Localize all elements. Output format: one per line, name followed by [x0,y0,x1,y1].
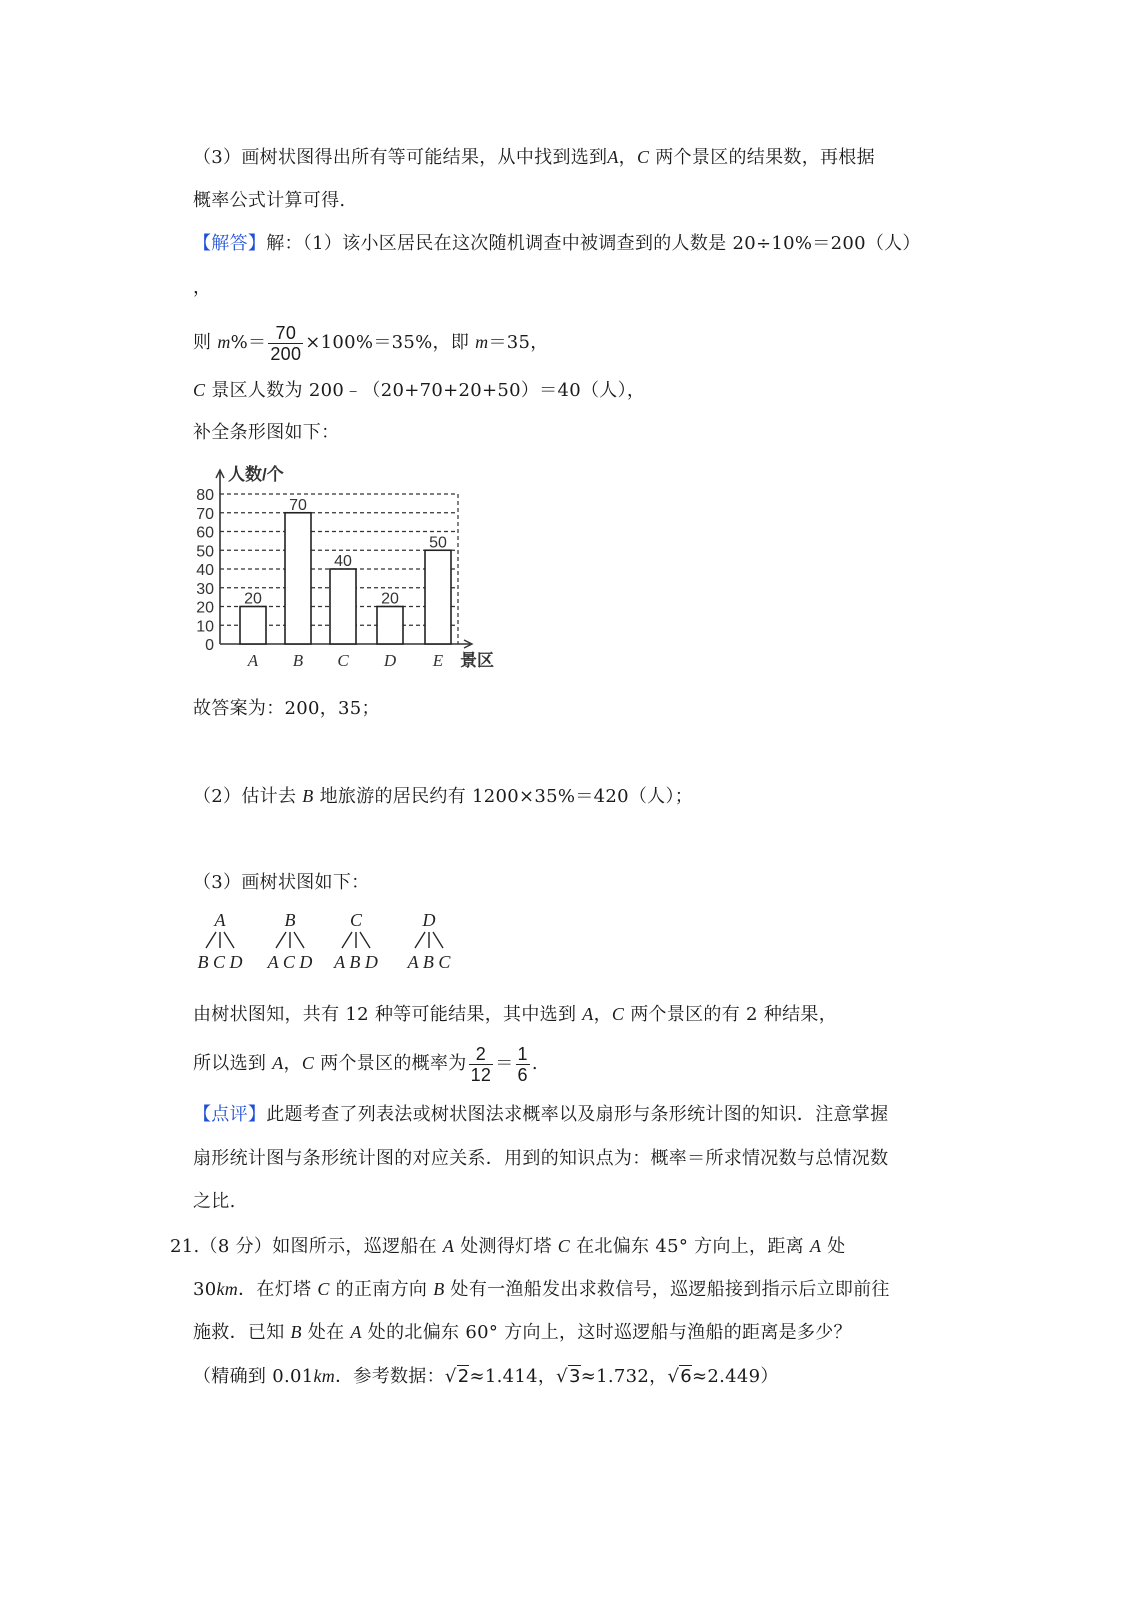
bar-value-label: 40 [334,553,352,570]
y-tick-label: 40 [196,562,214,579]
solution-tag: 【解答】 [193,233,267,254]
probability-result: 所以选到 A，C 两个景区的概率为 $\frac{2}{12}$ ＝ $\frac{1}{6}$ . [193,1043,538,1085]
bar-value-label: 50 [429,534,447,552]
y-axis-label: 人数/个 [228,465,284,484]
comment-line3: 之比. [193,1191,236,1212]
tree-leaf-nodes: A B C [407,952,451,972]
question21-line1: 21.（8 分）如图所示，巡逻船在 A 处测得灯塔 C 在北偏东 45° 方向上，距离 A 处 [170,1236,846,1257]
tree-root-node: D [422,910,436,930]
comment-line2: 扇形统计图与条形统计图的对应关系．用到的知识点为：概率＝所求情况数与总情况数 [193,1148,889,1169]
bar-C [330,569,356,644]
sqrt-3: √3 [556,1366,581,1387]
y-tick-label: 20 [196,599,214,617]
question21-line4: （精确到 0.01km．参考数据：√2≈1.414，√3≈1.732，√6≈2.449） [193,1366,779,1387]
comment-tag: 【点评】 [193,1104,267,1125]
fraction-2-12: $\frac{2}{12}$ [470,1043,492,1085]
solution-m-calc: 则 m%＝ $\frac{70}{200}$ ×100%＝35%，即 m＝35， [193,322,549,364]
bar-E [425,550,451,644]
x-axis-label: 景区 [460,651,494,670]
x-tick-label: E [432,651,444,670]
tree-leaf-nodes: B C D [197,952,243,972]
y-tick-label: 10 [196,618,214,636]
tree-leaf-nodes: A C D [267,952,313,972]
solution-part2: （2）估计去 B 地旅游的居民约有 1200×35%＝420（人）； [193,786,694,807]
solution-comma: ， [193,277,212,298]
solution-part3-intro: （3）画树状图如下： [193,872,370,893]
tree-diagram [188,910,488,980]
comment-line1: 【点评】此题考查了列表法或树状图法求概率以及扇形与条形统计图的知识．注意掌握 [193,1104,889,1125]
tree-root-node: B [284,910,296,930]
sqrt-6: √6 [667,1366,692,1387]
question21-line2: 30km．在灯塔 C 的正南方向 B 处有一渔船发出求救信号，巡逻船接到指示后立即前往 [193,1279,890,1300]
y-tick-label: 30 [196,580,214,598]
bar-D [377,607,403,645]
y-tick-label: 0 [205,637,214,654]
analysis-part3-line2: 概率公式计算可得. [193,190,346,211]
x-tick-label: A [247,651,259,670]
tree-summary: 由树状图知，共有 12 种等可能结果，其中选到 A，C 两个景区的有 2 种结果， [193,1004,838,1025]
x-tick-label: C [337,651,349,670]
bar-A [240,607,266,645]
question21-line3: 施救．已知 B 处在 A 处的北偏东 60° 方向上，这时巡逻船与渔船的距离是多少？ [193,1322,852,1343]
bar-value-label: 20 [244,590,262,608]
fraction-1-6: $\frac{1}{6}$ [517,1043,528,1085]
solution-complete-chart: 补全条形图如下： [193,422,340,443]
y-tick-label: 60 [196,524,214,542]
solution-intro: 【解答】解：（1）该小区居民在这次随机调查中被调查到的人数是 20÷10%＝200（人） [193,233,921,254]
x-tick-label: B [292,651,304,670]
bar-chart [188,462,508,672]
sqrt-2: √2 [444,1366,470,1387]
fraction-70-200: $\frac{70}{200}$ [270,322,302,364]
tree-leaf-nodes: A B D [334,952,378,972]
answer-part1: 故答案为：200，35； [193,698,380,719]
bar-value-label: 70 [289,496,307,514]
y-tick-label: 80 [196,487,214,504]
x-tick-label: D [383,651,397,670]
y-tick-label: 50 [196,543,214,561]
y-tick-label: 70 [196,505,214,523]
solution-c-count: C 景区人数为 200﹣（20+70+20+50）＝40（人）， [193,380,646,401]
bar-B [285,513,311,644]
analysis-part3-line1: （3）画树状图得出所有等可能结果，从中找到选到A，C 两个景区的结果数，再根据 [193,147,875,168]
tree-root-node: C [349,910,363,930]
bar-value-label: 20 [381,590,399,608]
tree-root-node: A [214,910,226,930]
